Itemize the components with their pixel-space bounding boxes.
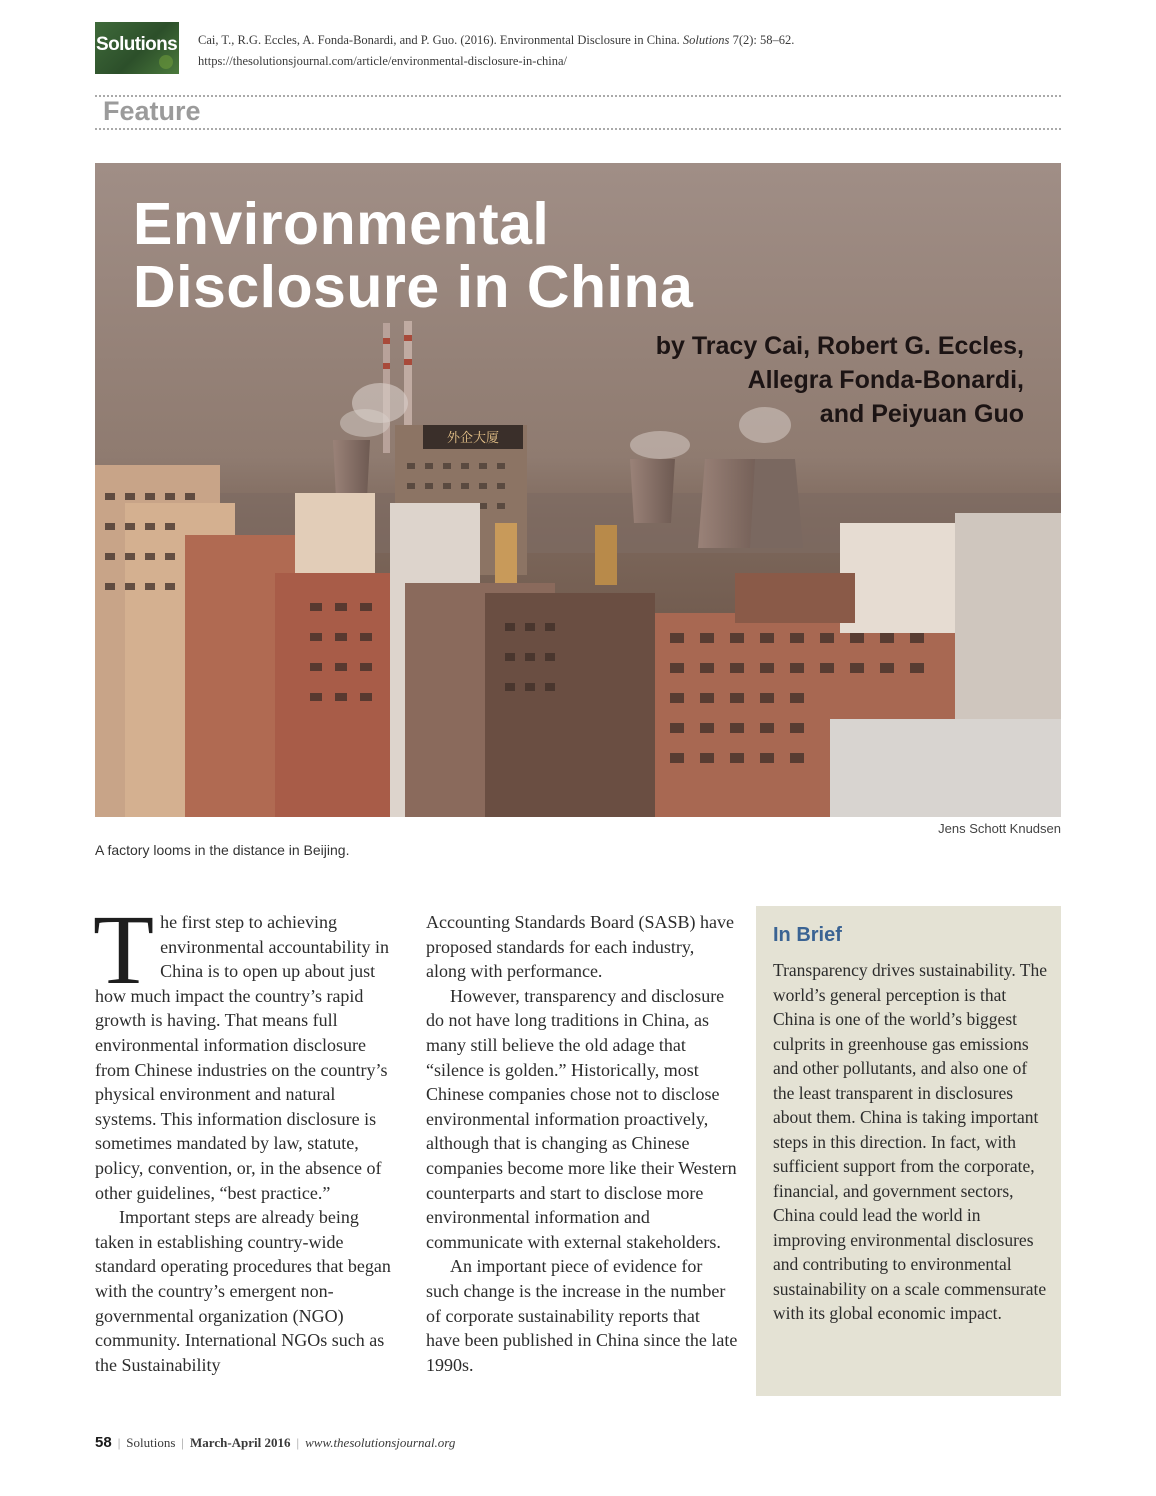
footer-journal: Solutions <box>126 1435 176 1450</box>
body-paragraph-4: However, transparency and disclosure do not have long traditions in China, as many still believe the old adage that “silence is golden.” Historically, most Chinese companies chose not to disclose environmental information proactively, although that is changing as Chinese companies become more like their Western counterparts and start to disclose more environmental information and communicate with external stakeholders. <box>426 985 737 1252</box>
byline-line3: and Peiyuan Guo <box>819 400 1024 428</box>
journal-logo <box>95 22 179 74</box>
footer-url[interactable]: www.thesolutionsjournal.org <box>305 1435 456 1450</box>
body-paragraph-5: An important piece of evidence for such change is the increase in the number of corporate sustainability reports that have been published in China since the late 1990s. <box>426 1256 738 1375</box>
in-brief-text: Transparency drives sustainability. The world’s general perception is that China is one of the world’s biggest culprits in greenhouse gas emissions and other pollutants, and also one of the least transparent in disclosures about them. China is taking important steps in this direction. In fact, with sufficient support from the corporate, financial, and government sectors, China could lead the world in improving environmental disclosures and contributing to environmental sustainability on a scale commensurate with its global economic impact. <box>773 960 1047 1323</box>
citation-url[interactable]: https://thesolutionsjournal.com/article/environmental-disclosure-in-china/ <box>198 54 568 68</box>
article-title-line2: Disclosure in China <box>133 254 694 320</box>
photo-caption: A factory looms in the distance in Beijing. <box>95 842 350 858</box>
hero-photo <box>95 163 1061 817</box>
citation-volume: 7(2): 58–62. <box>732 33 795 47</box>
footer-date: March-April 2016 <box>190 1435 291 1450</box>
section-label: Feature <box>103 96 201 126</box>
body-paragraph-1 <box>93 894 400 1205</box>
body-column-2 <box>426 910 738 1377</box>
in-brief-box <box>756 906 1061 1396</box>
citation-line1 <box>198 30 794 51</box>
body-column-1 <box>93 894 400 1377</box>
drop-cap: T <box>93 894 155 1005</box>
page-footer: 58 | Solutions | March-April 2016 | www.thesolutionsjournal.org <box>95 1434 456 1451</box>
page-number: 58 <box>95 1434 112 1451</box>
logo-leaf-icon <box>159 55 173 69</box>
logo-text: Solutions <box>96 34 178 55</box>
photo-credit: Jens Schott Knudsen <box>938 821 1061 836</box>
article-title-line1: Environmental <box>133 191 550 257</box>
article-title <box>133 193 693 319</box>
body-paragraph-1-text: he first step to achieving environmental accountability in China is to open up about just how much impact the country’s rapid growth is having. That means full environmental information disclosure from Chinese industries on the country’s physical environment and natural systems. This information disclosure is sometimes mandated by law, statute, policy, convention, or, in the absence of other guidelines, “best practice.” <box>95 912 390 1203</box>
bottom-dotted-rule <box>95 128 1061 130</box>
in-brief-title: In Brief <box>773 924 842 946</box>
top-dotted-rule <box>95 95 1061 97</box>
citation-journal: Solutions <box>682 33 730 47</box>
byline-line1: by Tracy Cai, Robert G. Eccles, <box>655 332 1024 360</box>
citation-authors-title: Cai, T., R.G. Eccles, A. Fonda-Bonardi, and P. Guo. (2016). Environmental Disclosure in China. <box>198 33 680 47</box>
body-paragraph-2: Important steps are already being taken in establishing country-wide standard operating procedures that began with the country’s emergent non-governmental organization (NGO) community. International NGOs such as the Sustainability <box>95 1207 391 1375</box>
byline-line2: Allegra Fonda-Bonardi, <box>747 366 1024 394</box>
building-sign-text: 外企大厦 <box>446 431 500 446</box>
body-paragraph-3: Accounting Standards Board (SASB) have proposed standards for each industry, along with performance. <box>426 912 734 982</box>
citation <box>198 30 794 72</box>
author-byline <box>656 329 1024 431</box>
